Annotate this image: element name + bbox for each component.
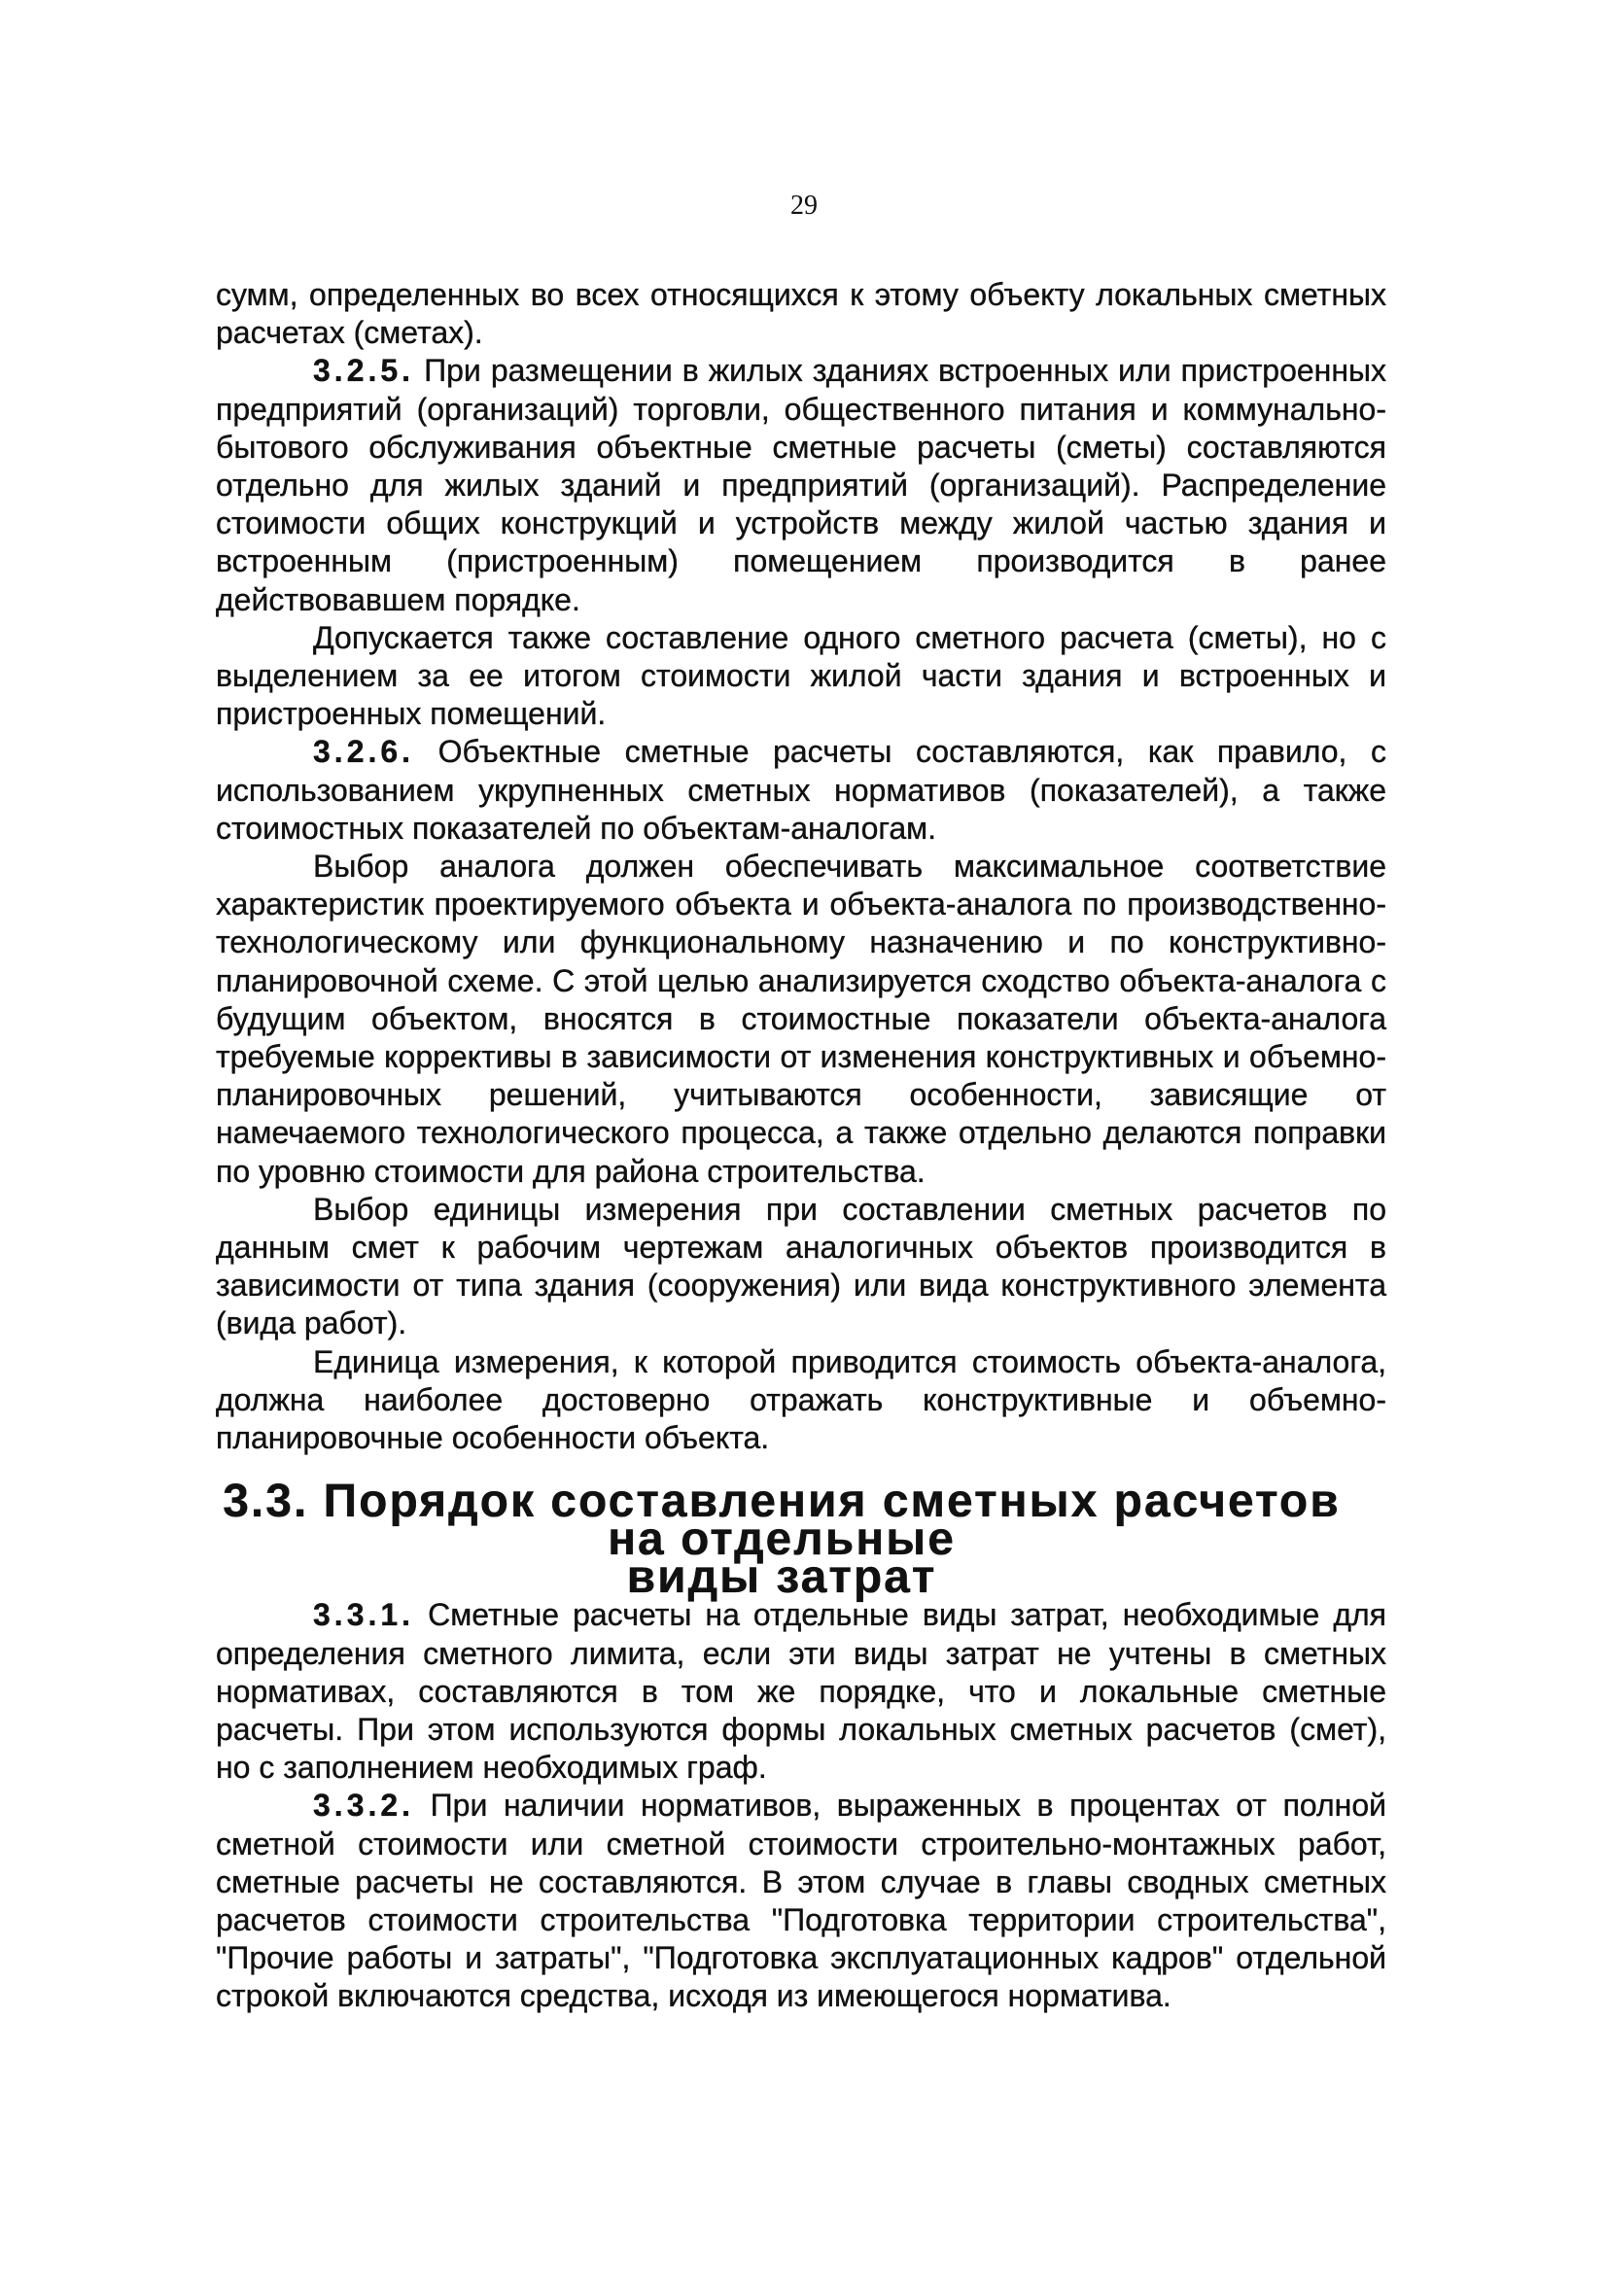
section-heading-line-1: 3.3. Порядок составления сметных расчетов на отдельные bbox=[223, 1476, 1341, 1566]
document-body bbox=[216, 276, 1386, 2016]
clause-text: При наличии нормативов, выраженных в процентах от полной сметной стоимости или сметной стоимости строительно-монтажных работ, сметные расчеты не составляются. В этом случае в главы сводных сметных расчетов стоимости строительства "Подготовка территории строительства", "Прочие работы и затраты", "Подготовка эксплуатационных кадров" отдельной строкой включаются средства, исходя из имеющегося норматива. bbox=[216, 1788, 1387, 2014]
clause-3-2-5 bbox=[216, 352, 1386, 618]
clause-number: 3.2.5. bbox=[313, 353, 415, 389]
section-heading-line-2: виды затрат bbox=[626, 1551, 937, 1604]
paragraph-unit-of-analog: Единица измерения, к которой приводится стоимость объекта-аналога, должна наиболее достоверно отражать конструктивные и объемно-планировочные особенности объекта. bbox=[216, 1343, 1386, 1456]
clause-number: 3.3.2. bbox=[313, 1788, 415, 1824]
paragraph-measurement-unit: Выбор единицы измерения при составлении сметных расчетов по данным смет к рабочим чертежам аналогичных объектов производится в зависимости от типа здания (сооружения) или вида конструктивного элемента (вида работ). bbox=[216, 1191, 1386, 1341]
clause-number: 3.2.6. bbox=[313, 734, 415, 770]
paragraph-combined-estimate: Допускается также составление одного сметного расчета (сметы), но с выделением за ее итогом стоимости жилой части здания и встроенных и пристроенных помещений. bbox=[216, 619, 1386, 732]
paragraph-continuation: сумм, определенных во всех относящихся к этому объекту локальных сметных расчетах (сметах). bbox=[216, 277, 1386, 351]
clause-text: Объектные сметные расчеты составляются, как правило, с использованием укрупненных сметных нормативов (показателей), а также стоимостных показателей по объектам-аналогам. bbox=[216, 734, 1387, 846]
clause-3-2-6 bbox=[216, 733, 1386, 848]
clause-3-3-2 bbox=[216, 1787, 1386, 2015]
clause-text: Сметные расчеты на отдельные виды затрат, необходимые для определения сметного лимита, если эти виды затрат не учтены в сметных нормативах, составляются в том же порядке, что и локальные сметные расчеты. При этом используются формы локальных сметных расчетов (смет), но с заполнением необходимых граф. bbox=[216, 1597, 1387, 1786]
clause-number: 3.3.1. bbox=[313, 1597, 415, 1633]
page-number: 29 bbox=[790, 191, 818, 221]
clause-text: При размещении в жилых зданиях встроенных или пристроенных предприятий (организаций) торговли, общественного питания и коммунально-бытового обслуживания объектные сметные расчеты (сметы) составляются отдельно для жилых зданий и предприятий (организаций). Распределение стоимости общих конструкций и устройств между жилой частью здания и встроенным (пристроенным) помещением производится в ранее действовавшем порядке. bbox=[216, 353, 1387, 617]
paragraph-analog-selection: Выбор аналога должен обеспечивать максимальное соответствие характеристик проектируемого объекта и объекта-аналога по производственно-технологическому или функциональному назначению и по конструктивно-планировочной схеме. С этой целью анализируется сходство объекта-аналога с будущим объектом, вносятся в стоимостные показатели объекта-аналога требуемые коррективы в зависимости от изменения конструктивных и объемно-планировочных решений, учитываются особенности, зависящие от намечаемого технологического процесса, а также отдельно делаются поправки по уровню стоимости для района строительства. bbox=[216, 849, 1386, 1189]
clause-3-3-1 bbox=[216, 1596, 1386, 1787]
section-heading-3-3 bbox=[216, 1476, 1386, 1604]
